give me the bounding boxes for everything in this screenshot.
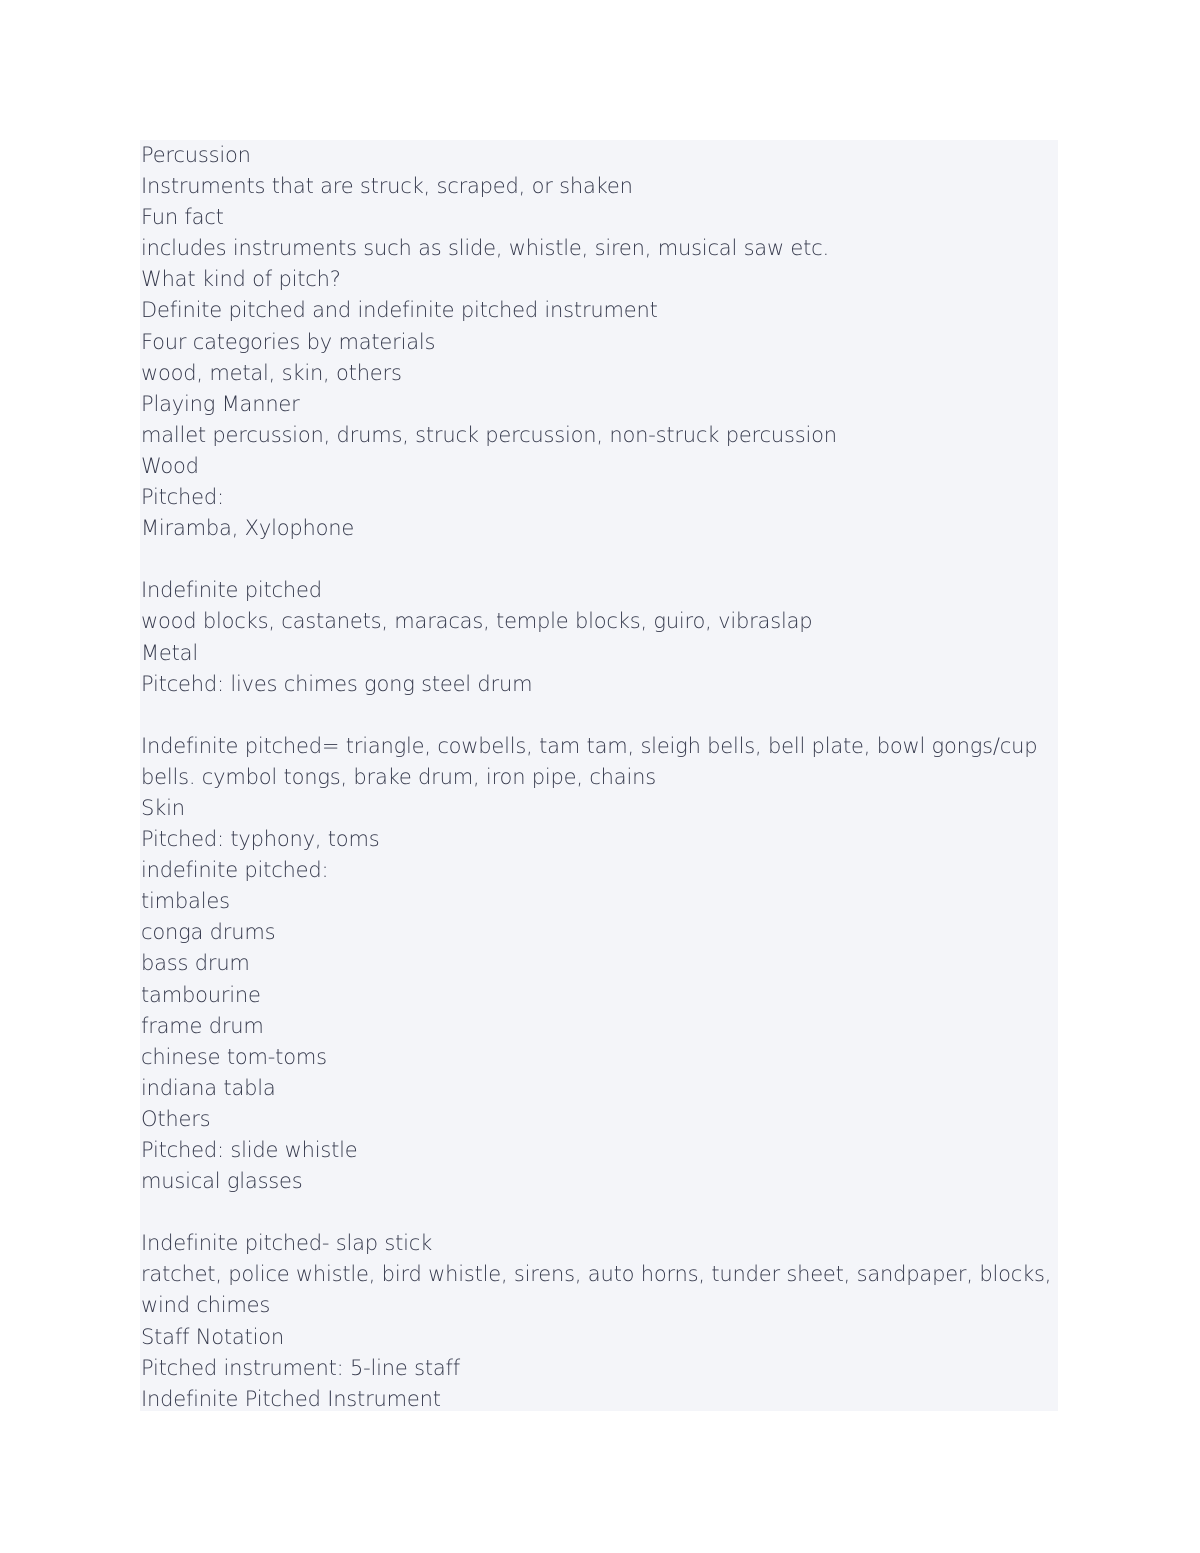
line-skin-item: chinese tom-toms — [141, 1044, 327, 1069]
line-wood-pitched: Miramba, Xylophone — [141, 516, 355, 541]
line-metal-indefinite-cont: bells. cymbol tongs, brake drum, iron pipe, chains — [141, 764, 656, 789]
line-categories-heading: Four categories by materials — [141, 329, 436, 354]
line-blank — [141, 1197, 1056, 1228]
line-pitch-question: What kind of pitch? — [141, 267, 341, 292]
document-page — [140, 140, 1058, 1411]
line-fun-fact-heading: Fun fact — [141, 205, 224, 230]
line-skin-indefinite-label: indefinite pitched: — [141, 858, 329, 883]
line-skin-item: frame drum — [141, 1013, 264, 1038]
line-pitch-answer: Definite pitched and indefinite pitched instrument — [141, 298, 658, 323]
line-staff-pitched: Pitched instrument: 5-line staff — [141, 1355, 460, 1380]
line-others-indefinite-items: ratchet, police whistle, bird whistle, sirens, auto horns, tunder sheet, sandpaper, blocks, — [141, 1262, 1052, 1287]
line-metal-indefinite: Indefinite pitched= triangle, cowbells, tam tam, sleigh bells, bell plate, bowl gongs/cup — [141, 733, 1038, 758]
line-skin-pitched: Pitched: typhony, toms — [141, 827, 380, 852]
line-definition: Instruments that are struck, scraped, or shaken — [141, 174, 633, 199]
line-wood-heading: Wood — [141, 453, 199, 478]
line-staff-notation-heading: Staff Notation — [141, 1324, 284, 1349]
line-metal-heading: Metal — [141, 640, 198, 665]
line-skin-item: conga drums — [141, 920, 276, 945]
line-playing-manner-heading: Playing Manner — [141, 391, 300, 416]
line-others-indefinite: Indefinite pitched- slap stick — [141, 1231, 433, 1256]
line-skin-heading: Skin — [141, 795, 185, 820]
line-others-pitched: Pitched: slide whistle — [141, 1138, 358, 1162]
line-skin-item: indiana tabla — [141, 1075, 276, 1100]
line-staff-indefinite: Indefinite Pitched Instrument — [141, 1386, 441, 1411]
line-wood-indefinite-label: Indefinite pitched — [141, 578, 322, 603]
line-metal-pitched: Pitcehd: lives chimes gong steel drum — [141, 671, 533, 696]
line-blank — [141, 700, 1056, 731]
line-wood-indefinite: wood blocks, castanets, maracas, temple blocks, guiro, vibraslap — [141, 609, 813, 634]
line-skin-item: bass drum — [141, 951, 250, 976]
line-skin-item: timbales — [141, 889, 230, 914]
line-wood-pitched-label: Pitched: — [141, 485, 224, 510]
line-fun-fact: includes instruments such as slide, whistle, siren, musical saw etc. — [141, 236, 830, 261]
line-others-indefinite-items-cont: wind chimes — [141, 1293, 271, 1318]
line-blank — [141, 544, 1056, 575]
line-categories: wood, metal, skin, others — [141, 360, 402, 385]
line-others-pitched-item: musical glasses — [141, 1169, 303, 1194]
line-skin-item: tambourine — [141, 982, 261, 1007]
line-playing-manner: mallet percussion, drums, struck percussion, non-struck percussion — [141, 422, 837, 447]
line-others-heading: Others — [141, 1106, 211, 1131]
document-text — [141, 140, 1056, 1415]
line-title: Percussion — [141, 143, 251, 167]
